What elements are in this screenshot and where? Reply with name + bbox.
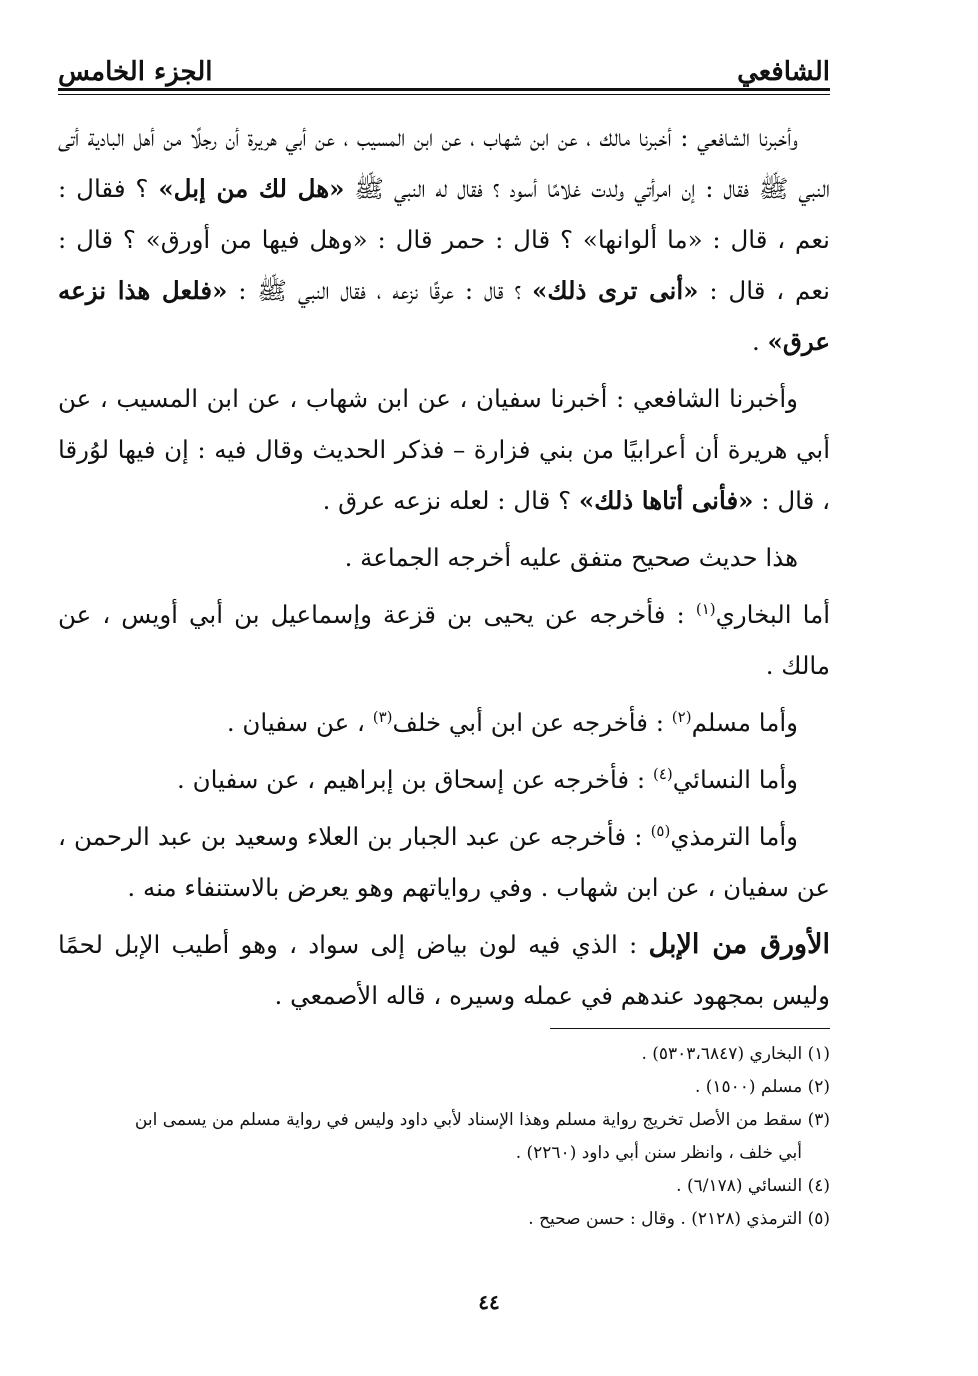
footnote-1: (١) البخاري (٥٣٠٣،٦٨٤٧) . [641, 1044, 830, 1064]
paragraph-5: وأما مسلم$^{(٢)}$ : فأخرجه عن ابن أبي خلف$^{(٣)}$ ، عن سفيان . [226, 707, 798, 737]
footnotes [58, 1038, 830, 1236]
footnote-3: (٣) سقط من الأصل تخريج رواية مسلم وهذا الإسناد لأبي داود وليس في رواية مسلم من يسمى ابن [134, 1110, 830, 1130]
footnote-ref-4[interactable]: (٤) [652, 764, 673, 783]
footnote-ref-2[interactable]: (٢) [671, 707, 692, 726]
paragraph-8: الأورق من الإبل : الذي فيه لون بياض إلى سواد ، وهو أطيب الإبل لحمًا وليس بمجهود عندهم في عمله وسيره ، قاله الأصمعي . [58, 929, 830, 1010]
defined-term: الأورق من الإبل [648, 929, 830, 960]
paragraph-3: هذا حديث صحيح متفق عليه أخرجه الجماعة . [344, 543, 798, 572]
header-rule-thick [58, 88, 830, 91]
footnote-4: (٤) النسائي (٦/١٧٨) . [676, 1176, 830, 1196]
footnote-2: (٢) مسلم (١٥٠٠) . [694, 1077, 830, 1097]
page-number: ٤٤ [478, 1290, 500, 1314]
footnote-ref-5[interactable]: (٥) [650, 821, 671, 840]
footnote-5: (٥) الترمذي (٢١٢٨) . وقال : حسن صحيح . [528, 1209, 830, 1229]
paragraph-6: وأما النسائي$^{(٤)}$ : فأخرجه عن إسحاق بن إبراهيم ، عن سفيان . [177, 764, 798, 794]
paragraph-1: وأخبرنا الشافعي : أخبرنا مالك ، عن ابن شهاب ، عن ابن المسيب ، عن أبي هريرة أن رجلًا من أهل البادية أتى النبي ﷺ فقال : إن امرأتي ولدت غلامًا أسود ؟ فقال له النبي ﷺ «هل لك من إبل» ؟ فقال : نعم ، قال : «ما ألوانها» ؟ قال : حمر قال : «وهل فيها من أورق» ؟ قال : نعم ، قال : «أنى ترى ذلك» ؟ قال : عرقًا نزعه ، فقال النبي ﷺ : «فلعل هذا نزعه عرق» . [58, 123, 830, 356]
paragraph-4: أما البخاري$^{(١)}$ : فأخرجه عن يحيى بن قزعة وإسماعيل بن أبي أويس ، عن مالك . [58, 599, 831, 680]
running-header [58, 44, 830, 88]
paragraph-7: وأما الترمذي$^{(٥)}$ : فأخرجه عن عبد الجبار بن العلاء وسعيد بن عبد الرحمن ، عن سفيان ، عن ابن شهاب . وفي رواياتهم وهو يعرض بالاستنفاء منه . [58, 821, 830, 902]
footnote-ref-3[interactable]: (٣) [372, 707, 393, 726]
header-volume: الجزء الخامس [58, 57, 213, 87]
paragraph-2: وأخبرنا الشافعي : أخبرنا سفيان ، عن ابن شهاب ، عن ابن المسيب ، عن أبي هريرة أن أعرابيًا من بني فزارة – فذكر الحديث وقال فيه : إن فيها لوُرقا ، قال : «فأنى أتاها ذلك» ؟ قال : لعله نزعه عرق . [58, 384, 830, 515]
footnote-divider [550, 1028, 830, 1029]
main-text [58, 112, 830, 1027]
header-book-title: الشافعي [737, 57, 830, 87]
header-rule-thin [58, 94, 830, 95]
footnote-3-continued: أبي خلف ، وانظر سنن أبي داود (٢٢٦٠) . [515, 1143, 802, 1163]
footnote-ref-1[interactable]: (١) [695, 599, 716, 618]
